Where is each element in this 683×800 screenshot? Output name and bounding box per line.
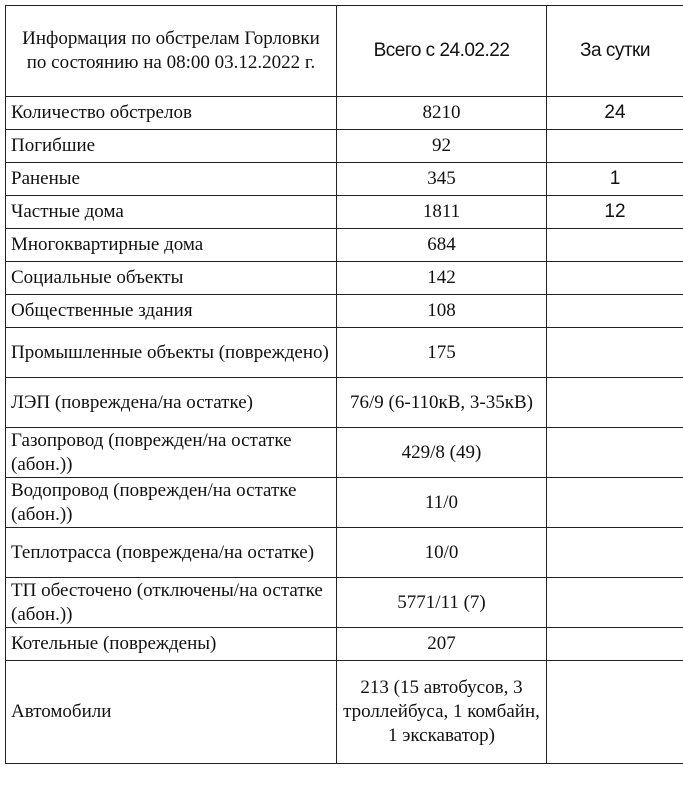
table-row <box>6 97 683 130</box>
row-day <box>547 229 683 262</box>
row-label: Погибшие <box>6 130 337 163</box>
table-row <box>6 578 683 628</box>
table-row <box>6 378 683 428</box>
row-label: Социальные объекты <box>6 262 337 295</box>
row-label: Теплотрасса (повреждена/на остатке) <box>6 528 337 578</box>
row-label: Многоквартирные дома <box>6 229 337 262</box>
table-row <box>6 328 683 378</box>
table-row <box>6 229 683 262</box>
table-row <box>6 196 683 229</box>
header-row <box>6 6 683 97</box>
row-day: 1 <box>547 163 683 196</box>
row-day: 12 <box>547 196 683 229</box>
shelling-info-table <box>5 5 683 764</box>
row-total: 92 <box>337 130 547 163</box>
table-row <box>6 528 683 578</box>
header-info-title: Информация по обстрелам Горловки по состоянию на 08:00 03.12.2022 г. <box>6 6 337 97</box>
table-row <box>6 661 683 764</box>
row-total: 8210 <box>337 97 547 130</box>
row-day <box>547 428 683 478</box>
table-row <box>6 130 683 163</box>
row-day <box>547 262 683 295</box>
row-day <box>547 628 683 661</box>
row-total: 5771/11 (7) <box>337 578 547 628</box>
row-total: 108 <box>337 295 547 328</box>
header-total-since: Всего с 24.02.22 <box>337 6 547 97</box>
row-total: 10/0 <box>337 528 547 578</box>
row-day: 24 <box>547 97 683 130</box>
row-day <box>547 130 683 163</box>
row-total: 76/9 (6-110кВ, 3-35кВ) <box>337 378 547 428</box>
table-row <box>6 628 683 661</box>
row-total: 213 (15 автобусов, 3 троллейбуса, 1 комбайн, 1 экскаватор) <box>337 661 547 764</box>
row-label: Водопровод (поврежден/на остатке (абон.)) <box>6 478 337 528</box>
row-label: Частные дома <box>6 196 337 229</box>
row-label: Раненые <box>6 163 337 196</box>
row-label: Автомобили <box>6 661 337 764</box>
row-total: 175 <box>337 328 547 378</box>
row-day <box>547 578 683 628</box>
table-row <box>6 428 683 478</box>
table-row <box>6 478 683 528</box>
row-label: Общественные здания <box>6 295 337 328</box>
row-day <box>547 661 683 764</box>
header-per-day: За сутки <box>547 6 683 97</box>
row-label: Количество обстрелов <box>6 97 337 130</box>
table-row <box>6 295 683 328</box>
row-day <box>547 295 683 328</box>
row-label: Промышленные объекты (повреждено) <box>6 328 337 378</box>
row-day <box>547 378 683 428</box>
row-label: Газопровод (поврежден/на остатке (абон.)) <box>6 428 337 478</box>
table-row <box>6 262 683 295</box>
row-label: ЛЭП (повреждена/на остатке) <box>6 378 337 428</box>
row-day <box>547 528 683 578</box>
row-total: 142 <box>337 262 547 295</box>
row-total: 1811 <box>337 196 547 229</box>
row-total: 429/8 (49) <box>337 428 547 478</box>
row-total: 11/0 <box>337 478 547 528</box>
row-label: Котельные (повреждены) <box>6 628 337 661</box>
table-row <box>6 163 683 196</box>
row-total: 207 <box>337 628 547 661</box>
row-day <box>547 328 683 378</box>
row-total: 345 <box>337 163 547 196</box>
row-label: ТП обесточено (отключены/на остатке (абон.)) <box>6 578 337 628</box>
row-day <box>547 478 683 528</box>
row-total: 684 <box>337 229 547 262</box>
